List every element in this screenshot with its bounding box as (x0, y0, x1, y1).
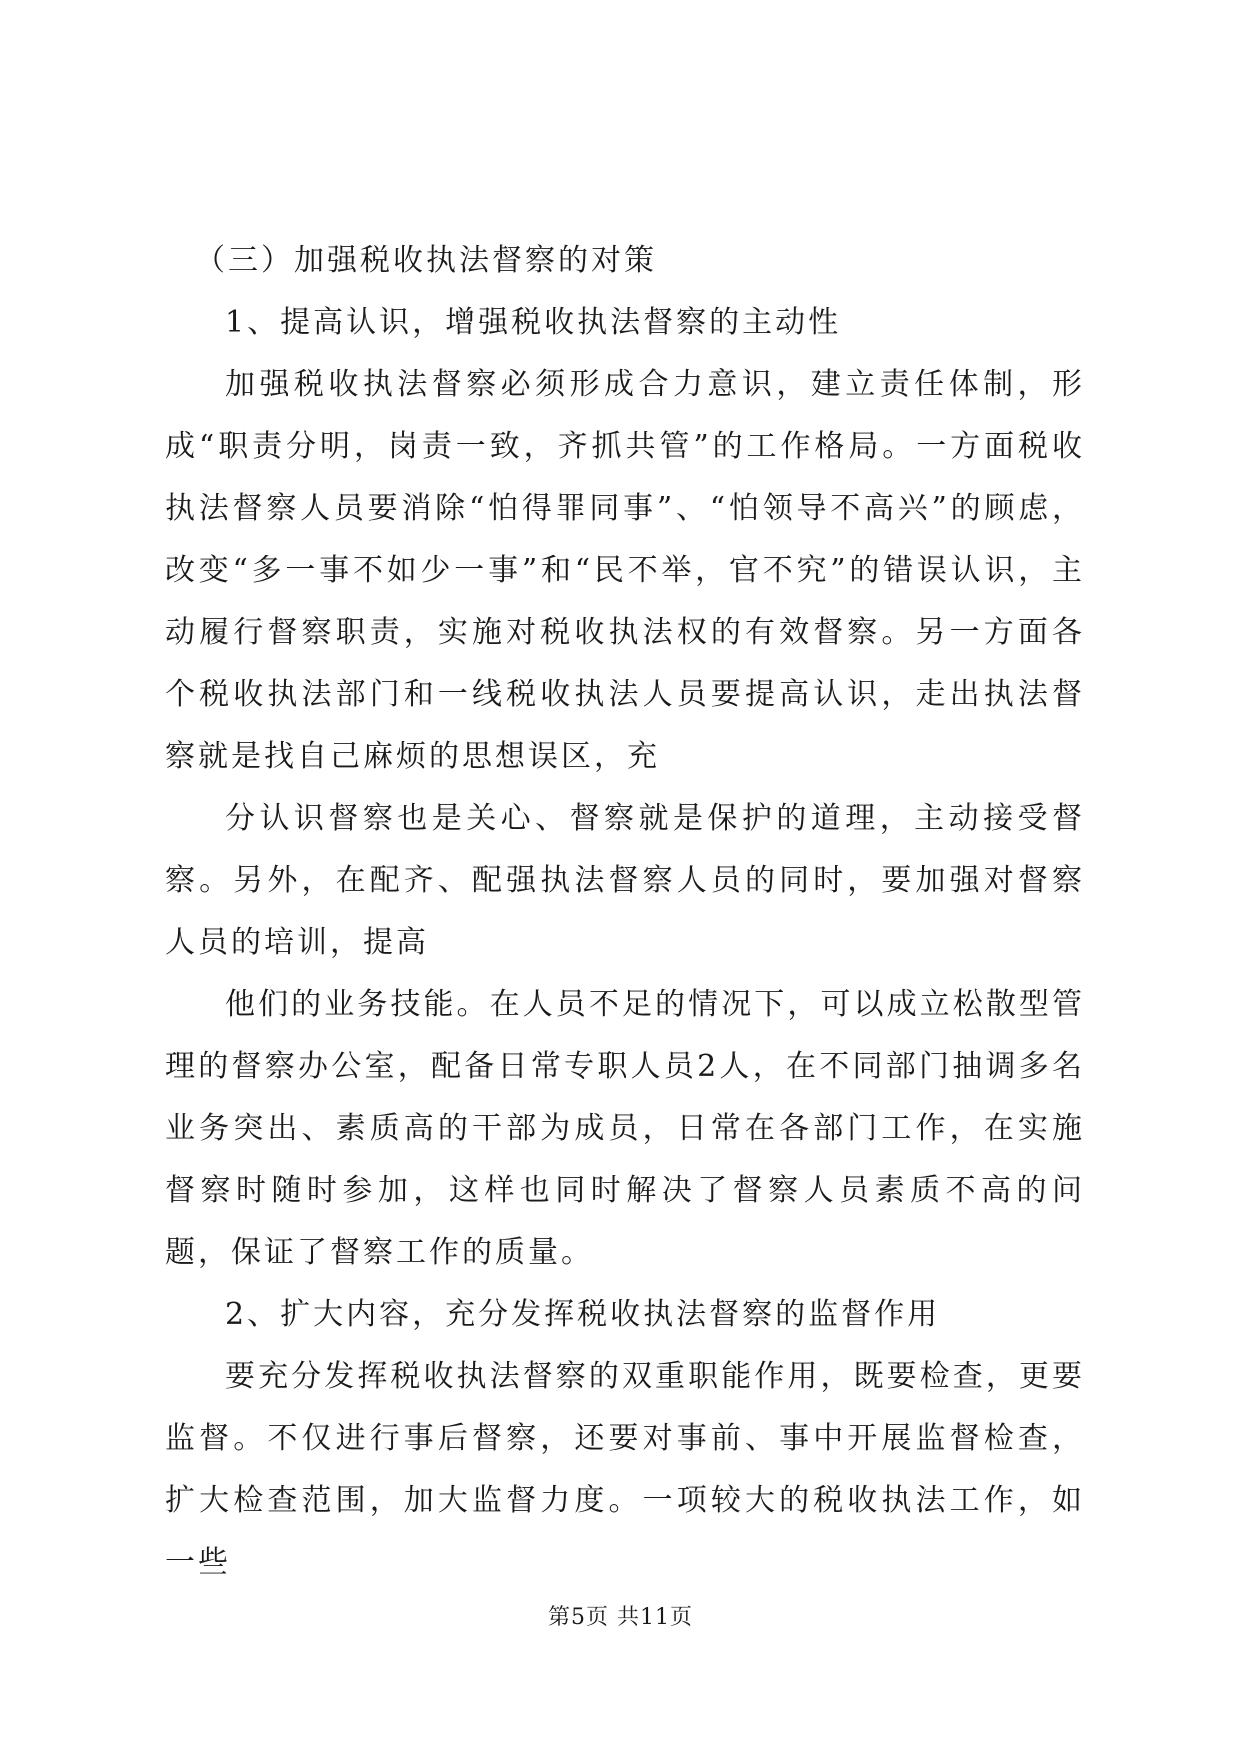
body-paragraph: 加强税收执法督察必须形成合力意识，建立责任体制，形成“职责分明，岗责一致，齐抓共管”的工作格局。一方面税收执法督察人员要消除“怕得罪同事”、“怕领导不高兴”的顾虑，改变“多一事不如少一事”和“民不举，官不究”的错误认识，主动履行督察职责，实施对税收执法权的有效督察。另一方面各个税收执法部门和一线税收执法人员要提高认识，走出执法督察就是找自己麻烦的思想误区，充 (165, 367, 1085, 774)
document-body (165, 230, 1085, 1594)
subsection-heading-1: 1、提高认识，增强税收执法督察的主动性 (225, 305, 842, 340)
page-footer: 第5页 共11页 (548, 1605, 693, 1630)
body-paragraph: 他们的业务技能。在人员不足的情况下，可以成立松散型管理的督察办公室，配备日常专职人员2人，在不同部门抽调多名业务突出、素质高的干部为成员，日常在各部门工作，在实施督察时随时参加，这样也同时解决了督察人员素质不高的问题，保证了督察工作的质量。 (165, 987, 1085, 1270)
body-paragraph: 要充分发挥税收执法督察的双重职能作用，既要检查，更要监督。不仅进行事后督察，还要对事前、事中开展监督检查，扩大检查范围，加大监督力度。一项较大的税收执法工作，如一些 (165, 1359, 1085, 1580)
body-paragraph: 分认识督察也是关心、督察就是保护的道理，主动接受督察。另外，在配齐、配强执法督察人员的同时，要加强对督察人员的培训，提高 (165, 801, 1085, 960)
subsection-heading-2: 2、扩大内容，充分发挥税收执法督察的监督作用 (225, 1297, 941, 1332)
section-heading: （三）加强税收执法督察的对策 (195, 243, 657, 278)
